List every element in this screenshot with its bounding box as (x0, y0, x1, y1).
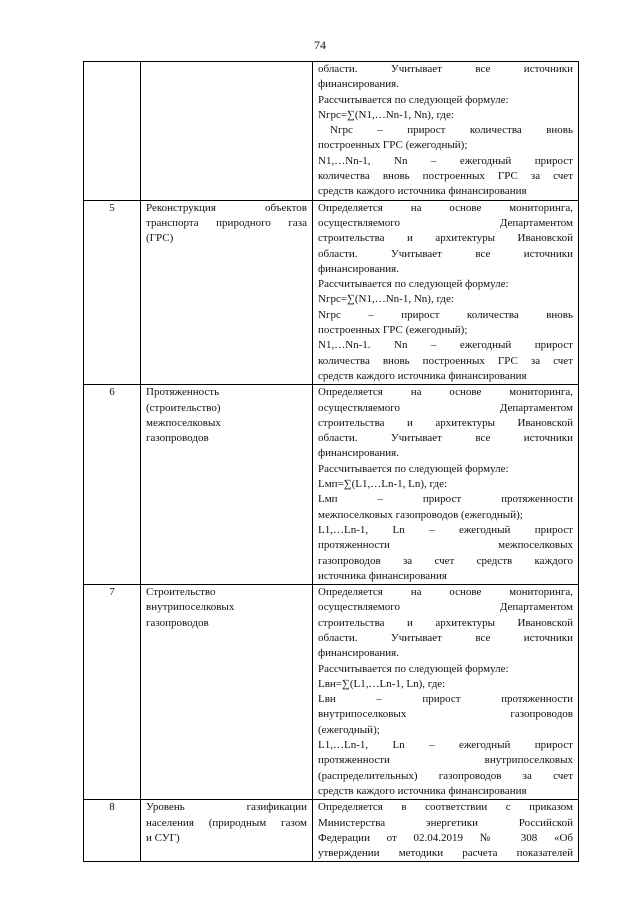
table-row (84, 585, 579, 800)
table-row (84, 385, 579, 585)
calculation-method-line: осуществляемого Департаментом (318, 601, 573, 614)
indicators-table (83, 61, 579, 862)
indicator-name (141, 800, 313, 862)
indicator-name-line: Строительство (146, 586, 216, 599)
calculation-method-line: внутрипоселковых газопроводов (318, 708, 573, 721)
calculation-method-line: N1,…Nn-1. Nn – ежегодный прирост (318, 339, 573, 352)
calculation-method-line: средств каждого источника финансирования (318, 185, 527, 198)
row-number: 7 (84, 585, 141, 800)
calculation-method-line: Министерства энергетики Российской (318, 816, 573, 829)
calculation-method (313, 200, 579, 385)
calculation-method-line: Определяется на основе мониторинга, (318, 386, 573, 399)
calculation-method-line: осуществляемого Департаментом (318, 401, 573, 414)
calculation-method-line: Nгрс=∑(N1,…Nn-1, Nn), где: (318, 293, 454, 306)
indicator-name-line: транспорта природного газа (146, 216, 307, 229)
table-row (84, 62, 579, 201)
indicator-name-line: и СУГ) (146, 831, 180, 844)
calculation-method-line: области. Учитывает все источники (318, 63, 573, 75)
calculation-method-line: построенных ГРС (ежегодный); (318, 324, 468, 337)
calculation-method (313, 585, 579, 800)
calculation-method-line: области. Учитывает все источники (318, 247, 573, 260)
indicator-name-line: газопроводов (146, 432, 209, 445)
page-number: 74 (314, 38, 326, 52)
row-number: 8 (84, 800, 141, 862)
calculation-method-line: Lмп=∑(L1,…Ln-1, Ln), где: (318, 478, 448, 491)
indicator-name-line: внутрипоселковых (146, 601, 235, 614)
calculation-method (313, 385, 579, 585)
calculation-method-line: Рассчитывается по следующей формуле: (318, 662, 509, 675)
calculation-method-line: Определяется на основе мониторинга, (318, 586, 573, 599)
indicator-name (141, 200, 313, 385)
calculation-method-line: Nгрс=∑(N1,…Nn-1, Nn), где: (318, 108, 454, 121)
indicator-name-line: Уровень газификации (146, 801, 307, 814)
calculation-method-line: Определяется на основе мониторинга, (318, 201, 573, 214)
table-row (84, 200, 579, 385)
calculation-method-line: утверждении методики расчета показателей (318, 847, 573, 860)
calculation-method-line: области. Учитывает все источники (318, 432, 573, 445)
calculation-method-line: Lвн – прирост протяженности (318, 693, 573, 706)
calculation-method-line: (распределительных) газопроводов за счет (318, 769, 573, 782)
calculation-method (313, 800, 579, 862)
calculation-method-line: строительства и архитектуры Ивановской (318, 232, 573, 245)
indicator-name-line: (ГРС) (146, 232, 174, 245)
calculation-method-line: газопроводов за счет средств каждого (318, 554, 573, 567)
indicator-name-line: газопроводов (146, 616, 209, 629)
indicator-name-line: Протяженность (146, 386, 220, 399)
calculation-method-line: строительства и архитектуры Ивановской (318, 416, 573, 429)
calculation-method-line: источника финансирования (318, 569, 447, 582)
calculation-method-line: L1,…Ln-1, Ln – ежегодный прирост (318, 739, 573, 752)
calculation-method-line: области. Учитывает все источники (318, 631, 573, 644)
calculation-method-line: межпоселковых газопроводов (ежегодный); (318, 508, 523, 521)
calculation-method-line: Рассчитывается по следующей формуле: (318, 93, 509, 106)
calculation-method-line: Рассчитывается по следующей формуле: (318, 462, 509, 475)
calculation-method-line: Lвн=∑(L1,…Ln-1, Ln), где: (318, 677, 446, 690)
calculation-method-line: (ежегодный); (318, 723, 380, 736)
calculation-method-line: протяженности межпоселковых (318, 539, 573, 552)
indicator-name-line: населения (природным газом (146, 816, 307, 829)
indicator-name (141, 585, 313, 800)
indicator-name-line: Реконструкция объектов (146, 201, 307, 214)
calculation-method-line: Nгрс – прирост количества вновь (318, 308, 573, 321)
calculation-method-line: Определяется в соответствии с приказом (318, 801, 573, 814)
calculation-method (313, 62, 579, 201)
row-number (84, 62, 141, 201)
calculation-method-line: Рассчитывается по следующей формуле: (318, 278, 509, 291)
indicator-name (141, 385, 313, 585)
calculation-method-line: Nгрс – прирост количества вновь (330, 124, 573, 137)
calculation-method-line: финансирования. (318, 447, 399, 460)
calculation-method-line: финансирования. (318, 262, 399, 275)
calculation-method-line: осуществляемого Департаментом (318, 216, 573, 229)
row-number: 5 (84, 200, 141, 385)
calculation-method-line: строительства и архитектуры Ивановской (318, 616, 573, 629)
calculation-method-line: количества вновь построенных ГРС за счет (318, 170, 573, 183)
indicator-name-line: межпоселковых (146, 416, 221, 429)
indicator-name (141, 62, 313, 201)
calculation-method-line: L1,…Ln-1, Ln – ежегодный прирост (318, 523, 573, 536)
calculation-method-line: средств каждого источника финансирования (318, 784, 527, 797)
calculation-method-line: количества вновь построенных ГРС за счет (318, 354, 573, 367)
calculation-method-line: финансирования. (318, 647, 399, 660)
calculation-method-line: построенных ГРС (ежегодный); (318, 139, 468, 152)
indicator-name-line: (строительство) (146, 401, 221, 414)
calculation-method-line: Федерации от 02.04.2019 № 308 «Об (318, 831, 573, 844)
calculation-method-line: N1,…Nn-1, Nn – ежегодный прирост (318, 154, 573, 167)
table-row (84, 800, 579, 862)
row-number: 6 (84, 385, 141, 585)
calculation-method-line: протяженности внутрипоселковых (318, 754, 573, 767)
calculation-method-line: Lмп – прирост протяженности (318, 493, 573, 506)
calculation-method-line: финансирования. (318, 78, 399, 91)
calculation-method-line: средств каждого источника финансирования (318, 369, 527, 382)
